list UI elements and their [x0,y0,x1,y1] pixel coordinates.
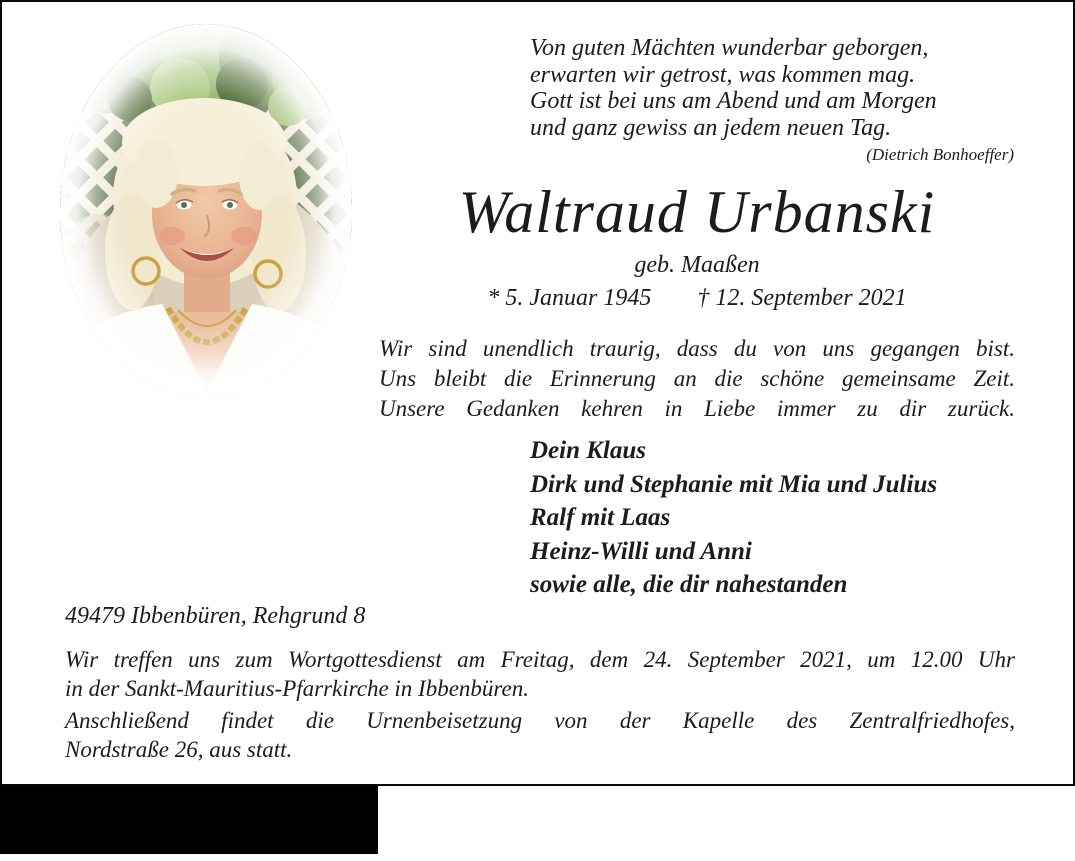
deceased-name: Waltraud Urbanski [458,179,936,245]
mourner-name: Dein Klaus [530,437,647,464]
condolence-line: Unsere Gedanken kehren in Liebe immer zu dir zurück. [379,396,1015,421]
poem-line: und ganz gewiss an jedem neuen Tag. [530,114,892,141]
poem-credit: (Dietrich Bonhoeffer) [866,145,1014,164]
redaction-block [0,786,378,854]
maiden-name: geb. Maaßen [634,252,760,278]
poem-line: Gott ist bei uns am Abend und am Morgen [530,88,937,114]
poem-line: Von guten Mächten wunderbar geborgen, [530,35,929,61]
service-line: Wir treffen uns zum Wortgottesdienst am Freitag, dem 24. September 2021, um 12.00 Uhr [65,647,1015,672]
portrait-photo-illustration [60,24,352,398]
poem-line: erwarten wir getrost, was kommen mag. [530,61,916,88]
service-announcement [65,645,1015,703]
mourners-list [530,434,1020,602]
service-line: in der Sankt-Mauritius-Pfarrkirche in Ibbenbüren. [65,676,529,701]
life-dates [379,285,1015,312]
burial-line: Anschließend findet die Urnenbeisetzung von der Kapelle des Zentralfriedhofes, [65,708,1015,733]
mourner-name: Ralf mit Laas [530,504,671,531]
condolence-text [379,334,1015,424]
mourner-name: Heinz-Willi und Anni [530,537,752,565]
burial-announcement [65,706,1015,764]
memorial-poem [530,35,1016,141]
mourner-name: sowie alle, die dir nahestanden [530,571,848,598]
death-date: † 12. September 2021 [697,285,907,311]
condolence-line: Wir sind unendlich traurig, dass du von uns gegangen bist. [379,336,1015,361]
portrait-photo [60,24,352,398]
birth-date: * 5. Januar 1945 [487,285,652,311]
mourner-name: Dirk und Stephanie mit Mia und Julius [530,470,938,498]
condolence-line: Uns bleibt die Erinnerung an die schöne gemeinsame Zeit. [379,366,1015,391]
family-address: 49479 Ibbenbüren, Rehgrund 8 [65,603,366,629]
burial-line: Nordstraße 26, aus statt. [65,737,293,762]
